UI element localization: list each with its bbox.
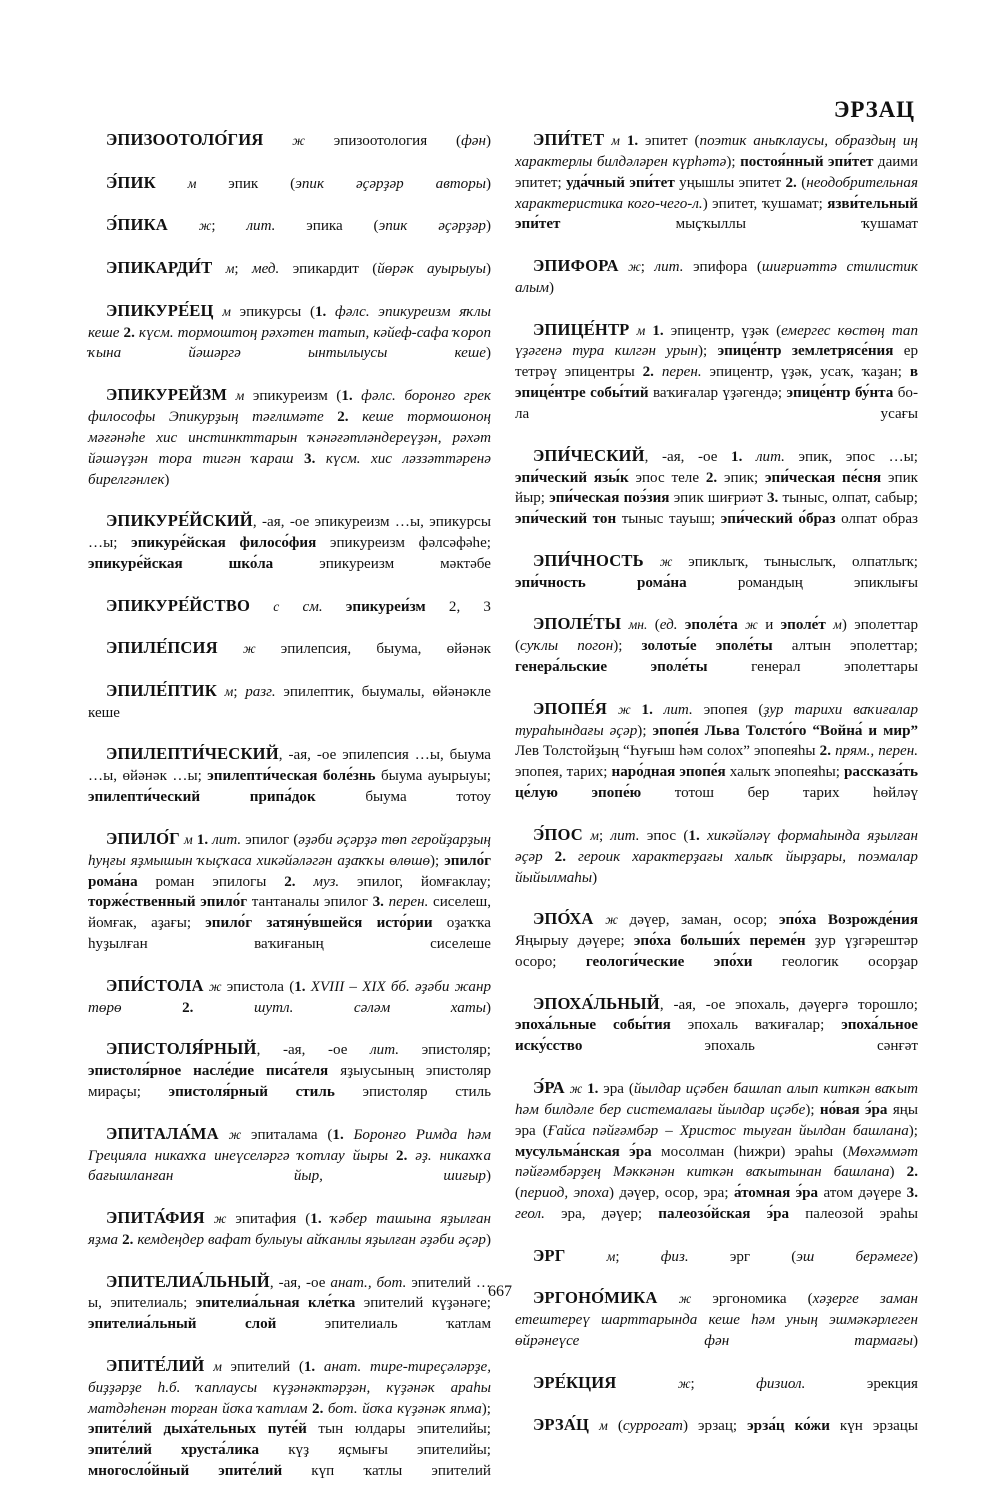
dictionary-entry: ЭРЗА́Ц м (суррогат) эрзац; эрза́ц ко́жи күн эрзацы bbox=[533, 1415, 918, 1435]
dictionary-entry: Э́РА ж 1. эра (йылдар иҫәбен башлап алып киткән ваҡыт һәм билдәле бер системалағы йылдар иҫәбе); но́вая э́ра яңы эра (Ғайса пәйғәмбәр – Христос тыуған йылдан башлана); мусульма́нская э́ра мосолман (һижри) эраһы (Мөхәммәт пәйғәмбәрҙең Мәккәнән киткән ваҡытынан башлана) 2. (период, эпоха) дәүер, осор, эра; а́томная э́ра атом дәүере 3. геол. эра, дәүер; палеозо́йская э́ра палеозой эраһы bbox=[515, 1077, 919, 1223]
dictionary-entry: ЭПИЛЕ́ПСИЯ ж эпилепсия, быума, өйәнәк bbox=[106, 638, 491, 658]
dictionary-entry: ЭПИТАЛА́МА ж эпиталама (1. Боронғо Римда һәм Грецияла никахҡа инеүселәргә ҡотлау йыры 2. әҙ. никахҡа бағышланған йыр, шиғыр) bbox=[88, 1123, 492, 1185]
dictionary-entry: ЭПОХА́ЛЬНЫЙ, -ая, -ое эпохаль, дәүергә торошло; эпоха́льные собы́тия эпохаль ваҡиғалар; эпоха́льное иску́сство эпохаль сәнғәт bbox=[515, 993, 918, 1055]
dictionary-entry: ЭПИ́ТЕТ м 1. эпитет (поэтик аныҡлаусы, образдың иң характерлы билдәләрен күрһәтә); постоя́нный эпи́тет даими эпитет; уда́чный эпи́тет уңышлы эпитет 2. (неодобрительная характеристика кого-чего-л.) эпитет, ҡушамат; язви́тельный эпи́тет мыҫҡыллы ҡушамат bbox=[515, 130, 919, 233]
dictionary-entry: ЭПОЛЕ́ТЫ мн. (ед. эполе́та ж и эполе́т м) эполеттар (суҡлы погон); золоты́е эполе́ты алтын эполеттар; генера́льские эполе́ты генерал эполеттары bbox=[515, 614, 919, 676]
dictionary-entry: ЭРГОНО́МИКА ж эргономика (хәҙерге заман етештереү шарттарында кеше һәм уның эшмәкәрлеген өйрәнеүсе фән тармағы) bbox=[515, 1288, 918, 1350]
running-head: ЭРЗАЦ bbox=[833, 97, 915, 122]
dictionary-entry: ЭПИЛЕПТИ́ЧЕСКИЙ, -ая, -ое эпилепсия …ы, быума …ы, өйәнәк …ы; эпилепти́ческая боле́знь быума ауырыуы; эпилепти́ческий припа́док быума тотоу bbox=[88, 744, 491, 806]
dictionary-entry: ЭПИСТОЛЯ́РНЫЙ, -ая, -ое лит. эпистоляр; эпистоля́рное насле́дие писа́теля яҙыусының эпистоляр мираҫы; эпистоля́рный стиль эпистоляр стиль bbox=[88, 1039, 491, 1100]
dictionary-entry: ЭПИЦЕ́НТР м 1. эпицентр, үҙәк (емергес көстөң тап үҙәгенә тура килгән урын); эпице́нтр землетрясе́ния ер тетрәү эпицентры 2. перен. эпицентр, үҙәк, усаҡ, ҡаҙан; в эпице́нтре собы́тий ваҡиғалар үҙәгендә; эпице́нтр бу́нта бола усағы bbox=[515, 319, 918, 422]
dictionary-entry: ЭПИФОРА ж; лит. эпифора (шиғриәттә стилистик алым) bbox=[515, 256, 918, 296]
dictionary-entry: ЭПИКУРЕ́ЙСТВО с см. эпикуреи́зм 2, 3 bbox=[106, 595, 491, 615]
dictionary-entry: ЭПИТЕЛИА́ЛЬНЫЙ, -ая, -ое анат., бот. эпителий …ы, эпителиаль; эпителиа́льная кле́тка эпителий күҙәнәге; эпителиа́льный слой эпителиаль ҡатлам bbox=[88, 1271, 491, 1333]
dictionary-entry: ЭПИТЕ́ЛИЙ м эпителий (1. анат. тире-тиреҫәләрҙе, биҙҙәрҙе һ.б. ҡаплаусы күҙәнәктәрҙән, күҙәнәк араһы матдәһенән торған йоҡа ҡатлам 2. бот. йоҡа күҙәнәк япма); эпите́лий дыха́тельных путе́й тын юлдары эпителийы; эпите́лий хруста́лика күҙ яҫмығы эпителийы; многосло́йный эпите́лий күп ҡатлы эпителий bbox=[88, 1355, 492, 1480]
dictionary-entry: ЭПИКУРЕ́ЕЦ м эпикурсы (1. фәлс. эпикуреизм яҡлы кеше 2. күсм. тормоштоң рәхәтен татып, кәйеф-сафа ҡороп ҡына йәшәргә ынтылыусы кеше) bbox=[88, 300, 491, 362]
dictionary-entry: ЭПИКУРЕ́ЙСКИЙ, -ая, -ое эпикуреизм …ы, эпикурсы …ы; эпикуре́йская филосо́фия эпикуреизм фәлсәфәһе; эпикуре́йская шко́ла эпикуреизм мәктәбе bbox=[88, 511, 491, 572]
dictionary-entry: Э́ПИКА ж; лит. эпика (эпик әҫәрҙәр) bbox=[106, 215, 492, 235]
dictionary-entry: ЭПИЛЕ́ПТИК м; разг. эпилептик, быумалы, өйәнәкле кеше bbox=[88, 680, 492, 721]
dictionary-entry: ЭПИТА́ФИЯ ж эпитафия (1. ҡәбер ташына яҙылған яҙма 2. кемдеңдер вафат булыуы айҡанлы яҙылған әҙәби әҫәр) bbox=[88, 1208, 491, 1248]
dictionary-entry: ЭПИ́СТОЛА ж эпистола (1. XVIII – XIX бб. әҙәби жанр төрө 2. шутл. сәләм хаты) bbox=[88, 975, 491, 1016]
dictionary-entry: ЭПОПЕ́Я ж 1. лит. эпопея (ҙур тарихи ваҡиғалар тураһындағы әҫәр); эпопе́я Льва Толсто́го “Война́ и мир” Лев Толстойҙың “Һуғыш һәм солох” эпопеяһы 2. прям., перен. эпопея, тарих; наро́дная эпопе́я халыҡ эпопеяһы; рассказа́ть це́лую эпопе́ю тотош бер тарих һөйләү bbox=[515, 698, 919, 802]
dictionary-entry: ЭПИЛО́Г м 1. лит. эпилог (әҙәби әҫәрҙә төп геройҙарҙың һуңғы яҙмышын ҡыҫҡаса хикәйәләгән аҙаҡҡы өлөшө); эпило́г рома́на роман эпилогы 2. муз. эпилог, йомғаклау; торже́ственный эпило́г тантаналы эпилог 3. перен. сиселеш, йомғак, аҙағы; эпило́г затяну́вшейся исто́рии оҙаҡҡа һуҙылған ваҡиғаның сиселеше bbox=[88, 828, 492, 953]
dictionary-entry: ЭРГ м; физ. эрг (эш берәмеге) bbox=[533, 1245, 919, 1265]
dictionary-entry: ЭПИ́ЧЕСКИЙ, -ая, -ое 1. лит. эпик, эпос …ы; эпи́ческий язы́к эпос теле 2. эпик; эпи́ческая пе́сня эпик йыр; эпи́ческая поэ́зия эпик шиғриәт 3. тыныс, олпат, сабыр; эпи́ческий тон тыныс тауыш; эпи́ческий о́браз олпат образ bbox=[515, 445, 919, 528]
dictionary-entry: ЭРЕ́КЦИЯ ж; физиол. эрекция bbox=[533, 1372, 918, 1392]
dictionary-entry: Э́ПИК м эпик (эпик әҫәрҙәр авторы) bbox=[106, 172, 491, 192]
dictionary-entry: ЭПИЗООТОЛО́ГИЯ ж эпизоотология (фән) bbox=[106, 130, 491, 149]
dictionary-entry: ЭПИКУРЕЙЗМ м эпикуреизм (1. фәлс. боронғо грек философы Эпикурҙың тәғлимәте 2. кеше тормошоноң мәғәнәһе хис инстинкттарын ҡәнәғәтләндереүҙән, рәхәт йәшәүҙән тора тигән ҡараш 3. күсм. хис ләззәттәренә бирелгәнлек) bbox=[88, 385, 492, 488]
dictionary-entry: ЭПИ́ЧНОСТЬ ж эпиклыҡ, тыныслыҡ, олпатлыҡ; эпи́чность рома́на романдың эпиклығы bbox=[515, 550, 918, 591]
dictionary-entry: ЭПО́ХА ж дәүер, заман, осор; эпо́ха Возрожде́ния Яңырыу дәүере; эпо́ха больши́х переме́н ҙур үҙгәрештәр осоро; геологи́ческие эпо́хи геологик осорҙар bbox=[515, 909, 918, 970]
page-number: 667 bbox=[488, 1283, 512, 1300]
dictionary-entry: Э́ПОС м; лит. эпос (1. хикәйәләү формаһында яҙылған әҫәр 2. героик характерҙағы халыҡ йырҙары, поэмалар йыйылмаһы) bbox=[515, 824, 918, 886]
dictionary-entry: ЭПИКАРДИ́Т м; мед. эпикардит (йөрәк ауырыуы) bbox=[106, 258, 492, 278]
